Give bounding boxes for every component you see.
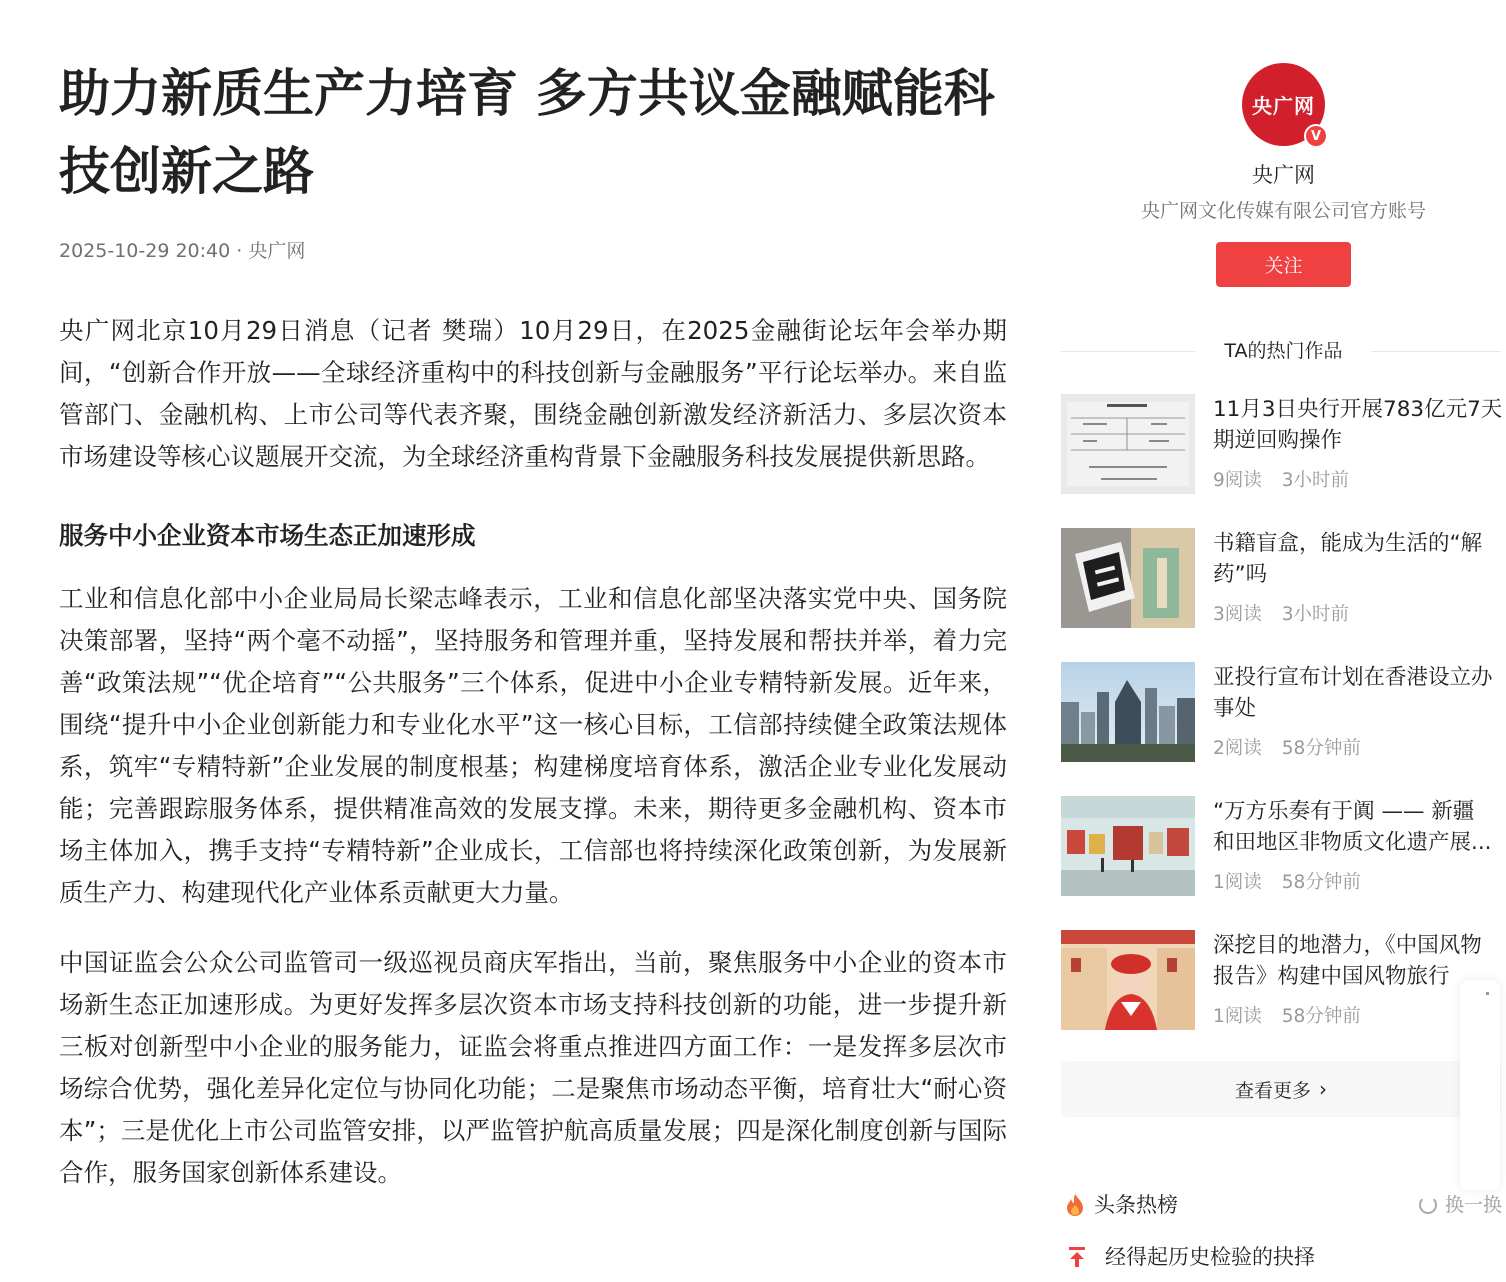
hot-rank-item-title: 经得起历史检验的抉择 (1105, 1245, 1315, 1269)
hot-work-item[interactable] (1061, 662, 1501, 762)
hot-work-title-line: 和田地区非物质文化遗产展... (1213, 830, 1492, 855)
publish-time: 58分钟前 (1281, 1006, 1361, 1027)
publish-time: 3小时前 (1281, 470, 1350, 491)
chevron-right-icon: › (1319, 1077, 1327, 1101)
article-paragraph: 央广网北京10月29日消息（记者 樊瑞）10月29日，在2025金融街论坛年会举办期间，“创新合作开放——全球经济重构中的科技创新与金融服务”平行论坛举办。来自监管部门、金融机构、上市公司等代表齐聚，围绕金融创新激发经济新活力、多层次资本市场建设等核心议题展开交流，为全球经济重构背景下金融服务科技发展提供新思路。 (59, 316, 1007, 471)
publish-time: 3小时前 (1281, 604, 1350, 625)
refresh-button[interactable] (1419, 1193, 1502, 1217)
article (59, 56, 1007, 1194)
sidebar (1061, 0, 1503, 1269)
verified-icon: V (1304, 124, 1328, 148)
read-count: 3阅读 (1213, 604, 1262, 625)
hot-work-meta (1213, 468, 1349, 494)
floating-toolbar[interactable] (1460, 980, 1500, 1190)
hot-work-title-line: 亚投行宣布计划在香港设立办 (1213, 665, 1493, 690)
view-more-button[interactable] (1061, 1061, 1501, 1117)
hot-work-title (1213, 394, 1503, 456)
hot-work-item[interactable] (1061, 796, 1501, 896)
hot-work-title (1213, 528, 1503, 590)
read-count: 1阅读 (1213, 1006, 1262, 1027)
publish-time: 58分钟前 (1281, 872, 1361, 893)
read-count: 2阅读 (1213, 738, 1262, 759)
hot-work-meta (1213, 870, 1361, 896)
author-description: 央广网文化传媒有限公司官方账号 (1140, 200, 1426, 222)
read-count: 1阅读 (1213, 872, 1262, 893)
read-count: 9阅读 (1213, 470, 1262, 491)
hot-work-title-line: 深挖目的地潜力，《中国风物 (1213, 933, 1482, 958)
divider (1061, 351, 1196, 352)
author-logo-text: 央广网 (1252, 94, 1315, 118)
hot-work-title-line: 事处 (1213, 696, 1257, 721)
article-paragraph: 工业和信息化部中小企业局局长梁志峰表示，工业和信息化部坚决落实党中央、国务院决策部署，坚持“两个毫不动摇”，坚持服务和管理并重，坚持发展和帮扶并举，着力完善“政策法规”“优企培育”“公共服务”三个体系，促进中小企业专精特新发展。近年来，围绕“提升中小企业创新能力和专业化水平”这一核心目标，工信部持续健全政策法规体系，筑牢“专精特新”企业发展的制度根基；构建梯度培育体系，激活企业专业化发展动能；完善跟踪服务体系，提供精准高效的发展支撑。未来，期待更多金融机构、资本市场主体加入，携手支持“专精特新”企业成长，工信部也将持续深化政策创新，为发展新质生产力、构建现代化产业体系贡献更大力量。 (59, 584, 1007, 907)
article-title: 助力新质生产力培育 多方共议金融赋能科技创新之路 (59, 65, 995, 202)
view-more-label: 查看更多 (1234, 1079, 1311, 1102)
hot-work-title-line: 期逆回购操作 (1213, 428, 1343, 453)
hot-works-title: TA的热门作品 (1224, 340, 1343, 362)
refresh-label: 换一换 (1445, 1194, 1503, 1216)
hot-work-title (1213, 930, 1503, 992)
thumbnail-image (1061, 528, 1195, 628)
thumbnail-image (1061, 930, 1195, 1030)
publish-time: 58分钟前 (1281, 738, 1361, 759)
hot-work-item[interactable] (1061, 394, 1501, 494)
thumbnail-image (1061, 796, 1195, 896)
article-subheading: 服务中小企业资本市场生态正加速形成 (59, 521, 476, 550)
hot-rank-item[interactable] (1061, 1242, 1501, 1282)
article-paragraph: 中国证监会公众公司监管司一级巡视员商庆军指出，当前，聚焦服务中小企业的资本市场新生态正加速形成。为更好发挥多层次资本市场支持科技创新的功能，进一步提升新三板对创新型中小企业的服务能力，证监会将重点推进四方面工作：一是发挥多层次市场综合优势，强化差异化定位与协同化功能；二是聚焦市场动态平衡，培育壮大“耐心资本”；三是优化上市公司监管安排，以严监管护航高质量发展；四是深化制度创新与国际合作，服务国家创新体系建设。 (59, 948, 1007, 1187)
hot-work-meta (1213, 1004, 1361, 1030)
hot-work-meta (1213, 602, 1349, 628)
article-meta: 2025-10-29 20:40 · 央广网 (59, 240, 306, 262)
hot-rank-header (1061, 1189, 1501, 1221)
hot-work-title (1213, 662, 1503, 724)
refresh-icon (1419, 1196, 1437, 1214)
hot-work-title-line: 书籍盲盒，能成为生活的“解 (1213, 531, 1483, 556)
follow-button[interactable]: 关注 (1216, 242, 1351, 287)
author-name[interactable]: 央广网 (1252, 163, 1315, 187)
hot-work-title-line: “万方乐奏有于阗 —— 新疆 (1213, 799, 1475, 824)
divider (1371, 351, 1501, 352)
hot-work-meta (1213, 736, 1361, 762)
hot-works-header (1061, 336, 1501, 366)
thumbnail-image (1061, 394, 1195, 494)
pinned-top-icon (1067, 1246, 1087, 1268)
hot-work-title (1213, 796, 1503, 858)
fire-icon (1065, 1193, 1085, 1217)
thumbnail-image (1061, 662, 1195, 762)
hot-work-item[interactable] (1061, 528, 1501, 628)
hot-work-title-line: 11月3日央行开展783亿元7天 (1213, 397, 1503, 422)
hot-work-title-line: 报告》构建中国风物旅行 (1213, 964, 1450, 989)
hot-rank-title: 头条热榜 (1094, 1193, 1178, 1217)
hot-work-item[interactable] (1061, 930, 1501, 1030)
toolbar-dot (1486, 992, 1489, 995)
hot-work-title-line: 药”吗 (1213, 562, 1268, 587)
